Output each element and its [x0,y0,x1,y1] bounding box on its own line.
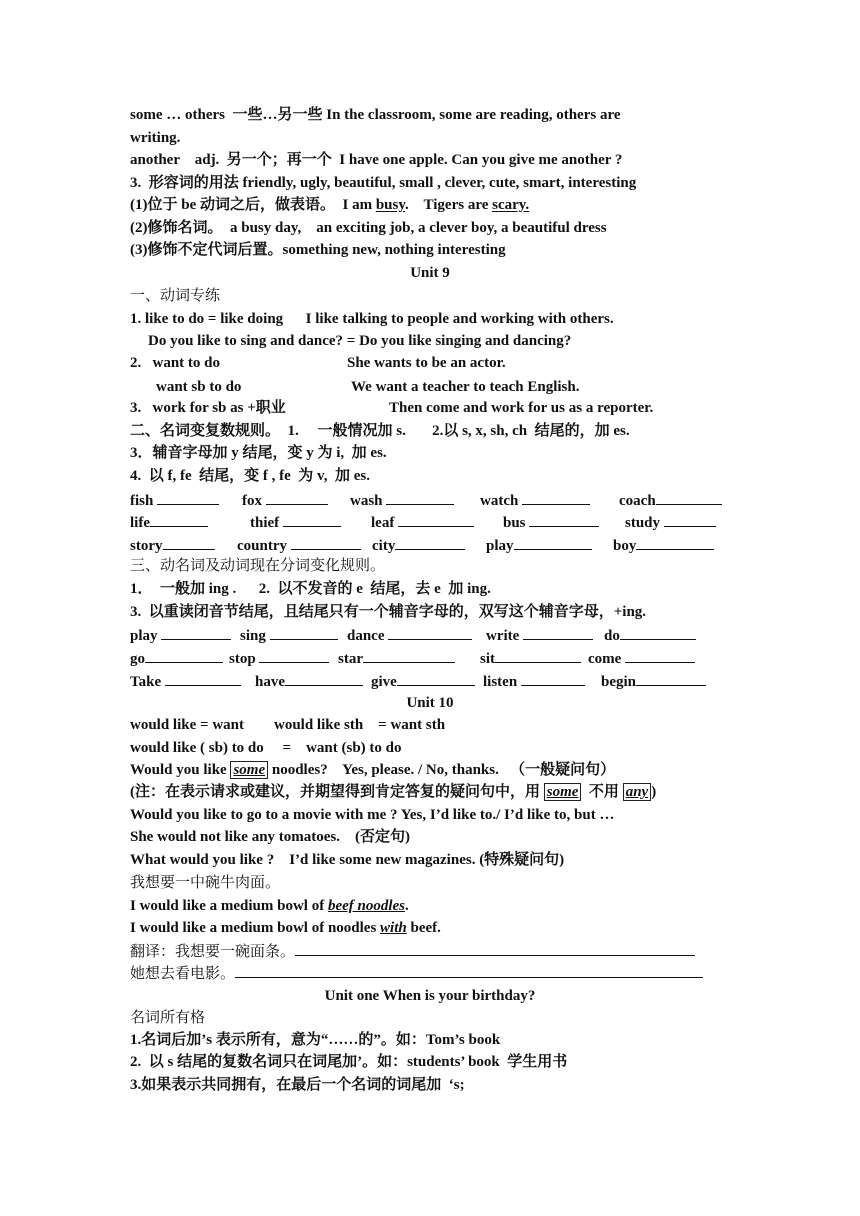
boxed-word: some [544,783,582,801]
exercise-item [371,671,475,692]
text-line: 3. 形容词的用法 friendly, ugly, beautiful, small , clever, cute, smart, interesting [130,175,637,191]
text-line [130,896,409,916]
translation-prompt [130,963,703,983]
text-line: She would not like any tomatoes. (否定句) [130,829,411,845]
boxed-word: some [230,761,268,779]
example-sentence: We want a teacher to teach English. [351,379,580,395]
text-line: 3. 以重读闭音节结尾，且结尾只有一个辅音字母的，双写这个辅音字母，+ing. [130,604,647,620]
answer-blank[interactable] [165,671,241,686]
text-fragment: (注：在表示请求或建议，并期望得到肯定答复的疑问句中，用 [130,784,544,800]
exercise-item [486,625,593,646]
section-heading: 一、动词专练 [130,288,221,304]
exercise-item [130,625,231,646]
translation-prompt [130,941,695,961]
emphasized-phrase: with [380,920,407,936]
exercise-word: do [604,628,620,644]
answer-blank[interactable] [291,535,361,550]
exercise-word: study [625,515,661,531]
exercise-item [480,648,581,669]
text-line: (3)修饰不定代词后置。something new, nothing interesting [130,242,506,258]
exercise-item [371,512,474,533]
answer-blank[interactable] [636,535,714,550]
exercise-word: begin [601,674,637,690]
exercise-item [130,535,215,556]
exercise-word: go [130,651,145,667]
text-line: writing. [130,130,181,146]
answer-blank[interactable] [285,671,363,686]
answer-blank[interactable] [163,535,215,550]
exercise-word: dance [347,628,385,644]
exercise-word: wash [350,493,383,509]
unit-heading: Unit 10 [406,695,454,711]
text-fragment: . [405,898,409,914]
exercise-item [242,490,328,511]
exercise-item [130,671,241,692]
exercise-word: coach [619,493,656,509]
text-line: 2. 以 s 结尾的复数名词只在词尾加’。如：students’ book 学生用书 [130,1054,568,1070]
exercise-word: bus [503,515,526,531]
answer-blank[interactable] [625,648,695,663]
text-line: Do you like to sing and dance? = Do you like singing and dancing? [148,333,572,349]
exercise-word: Take [130,674,162,690]
exercise-item [372,535,465,556]
answer-blank[interactable] [150,512,208,527]
answer-blank[interactable] [295,941,695,956]
exercise-word: listen [483,674,518,690]
text-line: 3.如果表示共同拥有，在最后一个名词的词尾加 ‘s; [130,1077,465,1093]
section-heading: 二、名词变复数规则。 1. 一般情况加 s. 2.以 s, x, sh, ch 结尾的，加 es. [130,423,630,439]
exercise-item [130,648,223,669]
text-line: want sb to do [156,379,242,395]
answer-blank[interactable] [620,625,696,640]
exercise-word: fish [130,493,154,509]
answer-blank[interactable] [529,512,599,527]
prompt-text: 翻译：我想要一碗面条。 [130,944,296,960]
exercise-item [250,512,341,533]
exercise-item [229,648,329,669]
text-line: What would you like ? I’d like some new magazines. (特殊疑问句) [130,852,565,868]
text-fragment: I would like a medium bowl of noodles [130,920,381,936]
text-line [130,782,656,802]
exercise-item [350,490,454,511]
exercise-word: watch [480,493,519,509]
answer-blank[interactable] [664,512,716,527]
text-line: 3. work for sb as +职业 [130,400,286,416]
exercise-item [588,648,695,669]
exercise-word: play [486,538,514,554]
answer-blank[interactable] [259,648,329,663]
text-fragment: 不用 [581,784,623,800]
exercise-item [601,671,706,692]
exercise-word: story [130,538,163,554]
text-fragment: ) [651,784,657,800]
answer-blank[interactable] [270,625,338,640]
text-line: some … others 一些…另一些 In the classroom, some are reading, others are [130,107,621,123]
exercise-word: play [130,628,158,644]
exercise-item [613,535,714,556]
exercise-item [240,625,338,646]
emphasized-phrase: beef noodles [327,898,406,914]
text-line: (2)修饰名词。 a busy day, an exciting job, a clever boy, a beautiful dress [130,220,607,236]
answer-blank[interactable] [656,490,722,505]
answer-blank[interactable] [514,535,592,550]
exercise-word: write [486,628,520,644]
exercise-word: sit [480,651,495,667]
text-line: 我想要一中碗牛肉面。 [130,875,281,891]
section-heading: 名词所有格 [130,1010,206,1026]
prompt-text: 她想去看电影。 [130,966,236,982]
answer-blank[interactable] [235,963,703,978]
exercise-word: city [372,538,396,554]
answer-blank[interactable] [388,625,472,640]
text-line [130,760,615,780]
exercise-word: thief [250,515,280,531]
text-line: 3．辅音字母加 y 结尾，变 y 为 i, 加 es. [130,445,387,461]
example-sentence: She wants to be an actor. [347,355,506,371]
exercise-item [604,625,696,646]
text-fragment: I would like a medium bowl of [130,898,328,914]
answer-blank[interactable] [161,625,231,640]
text-fragment: (1)位于 be 动词之后，做表语。 I am [130,197,376,213]
answer-blank[interactable] [495,648,581,663]
text-fragment: noodles? Yes, please. / No, thanks. （一般疑问句） [268,762,616,778]
text-line: another adj. 另一个；再一个 I have one apple. Can you give me another ? [130,152,623,168]
text-line: 1. like to do = like doing I like talking to people and working with others. [130,311,614,327]
exercise-word: star [338,651,363,667]
exercise-item [503,512,599,533]
answer-blank[interactable] [363,648,455,663]
text-line: would like ( sb) to do = want (sb) to do [130,740,402,756]
answer-blank[interactable] [521,671,585,686]
exercise-item [486,535,592,556]
exercise-word: leaf [371,515,395,531]
text-line: 1． 一般加 ing . 2. 以不发音的 e 结尾，去 e 加 ing. [130,581,491,597]
text-line: 1.名词后加’s 表示所有，意为“……的”。如：Tom’s book [130,1032,501,1048]
answer-blank[interactable] [523,625,593,640]
exercise-word: come [588,651,622,667]
exercise-item [625,512,716,533]
text-line: 2. want to do [130,355,221,371]
exercise-item [130,490,219,511]
exercise-word: boy [613,538,637,554]
answer-blank[interactable] [395,535,465,550]
text-line [130,918,441,938]
exercise-word: sing [240,628,266,644]
text-line: 4. 以 f, fe 结尾，变 f , fe 为 v, 加 es. [130,468,370,484]
unit-heading: Unit 9 [410,265,450,281]
text-fragment: beef. [406,920,441,936]
exercise-item [347,625,472,646]
boxed-word: any [623,783,652,801]
answer-blank[interactable] [266,490,328,505]
exercise-item [255,671,363,692]
underlined-word: busy [375,197,406,213]
exercise-word: have [255,674,285,690]
exercise-item [619,490,722,511]
exercise-item [480,490,590,511]
example-sentence: Then come and work for us as a reporter. [389,400,654,416]
unit-heading: Unit one When is your birthday? [324,988,536,1004]
answer-blank[interactable] [397,671,475,686]
answer-blank[interactable] [398,512,474,527]
exercise-word: life [130,515,150,531]
answer-blank[interactable] [636,671,706,686]
answer-blank[interactable] [157,490,219,505]
exercise-word: give [371,674,397,690]
answer-blank[interactable] [386,490,454,505]
section-heading: 三、动名词及动词现在分词变化规则。 [130,558,386,574]
exercise-item [237,535,361,556]
text-line: Would you like to go to a movie with me ? Yes, I’d like to./ I’d like to, but … [130,807,615,823]
text-line [130,195,529,215]
exercise-item [338,648,455,669]
exercise-word: country [237,538,287,554]
exercise-word: fox [242,493,262,509]
answer-blank[interactable] [283,512,341,527]
answer-blank[interactable] [522,490,590,505]
exercise-item [483,671,585,692]
text-fragment: Would you like [130,762,231,778]
exercise-item [130,512,208,533]
text-fragment: . Tigers are [405,197,493,213]
answer-blank[interactable] [145,648,223,663]
underlined-word: scary. [492,197,530,213]
exercise-word: stop [229,651,256,667]
text-line: would like = want would like sth = want sth [130,717,446,733]
